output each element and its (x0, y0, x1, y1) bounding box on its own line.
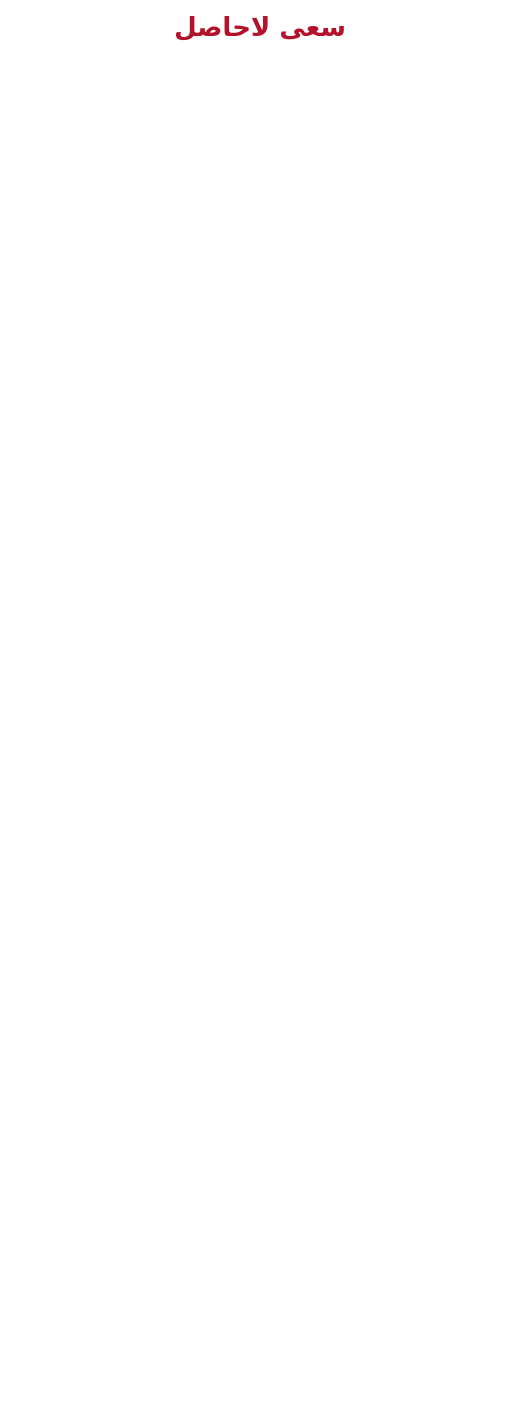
article-title: سعی لاحاصل (174, 13, 346, 43)
